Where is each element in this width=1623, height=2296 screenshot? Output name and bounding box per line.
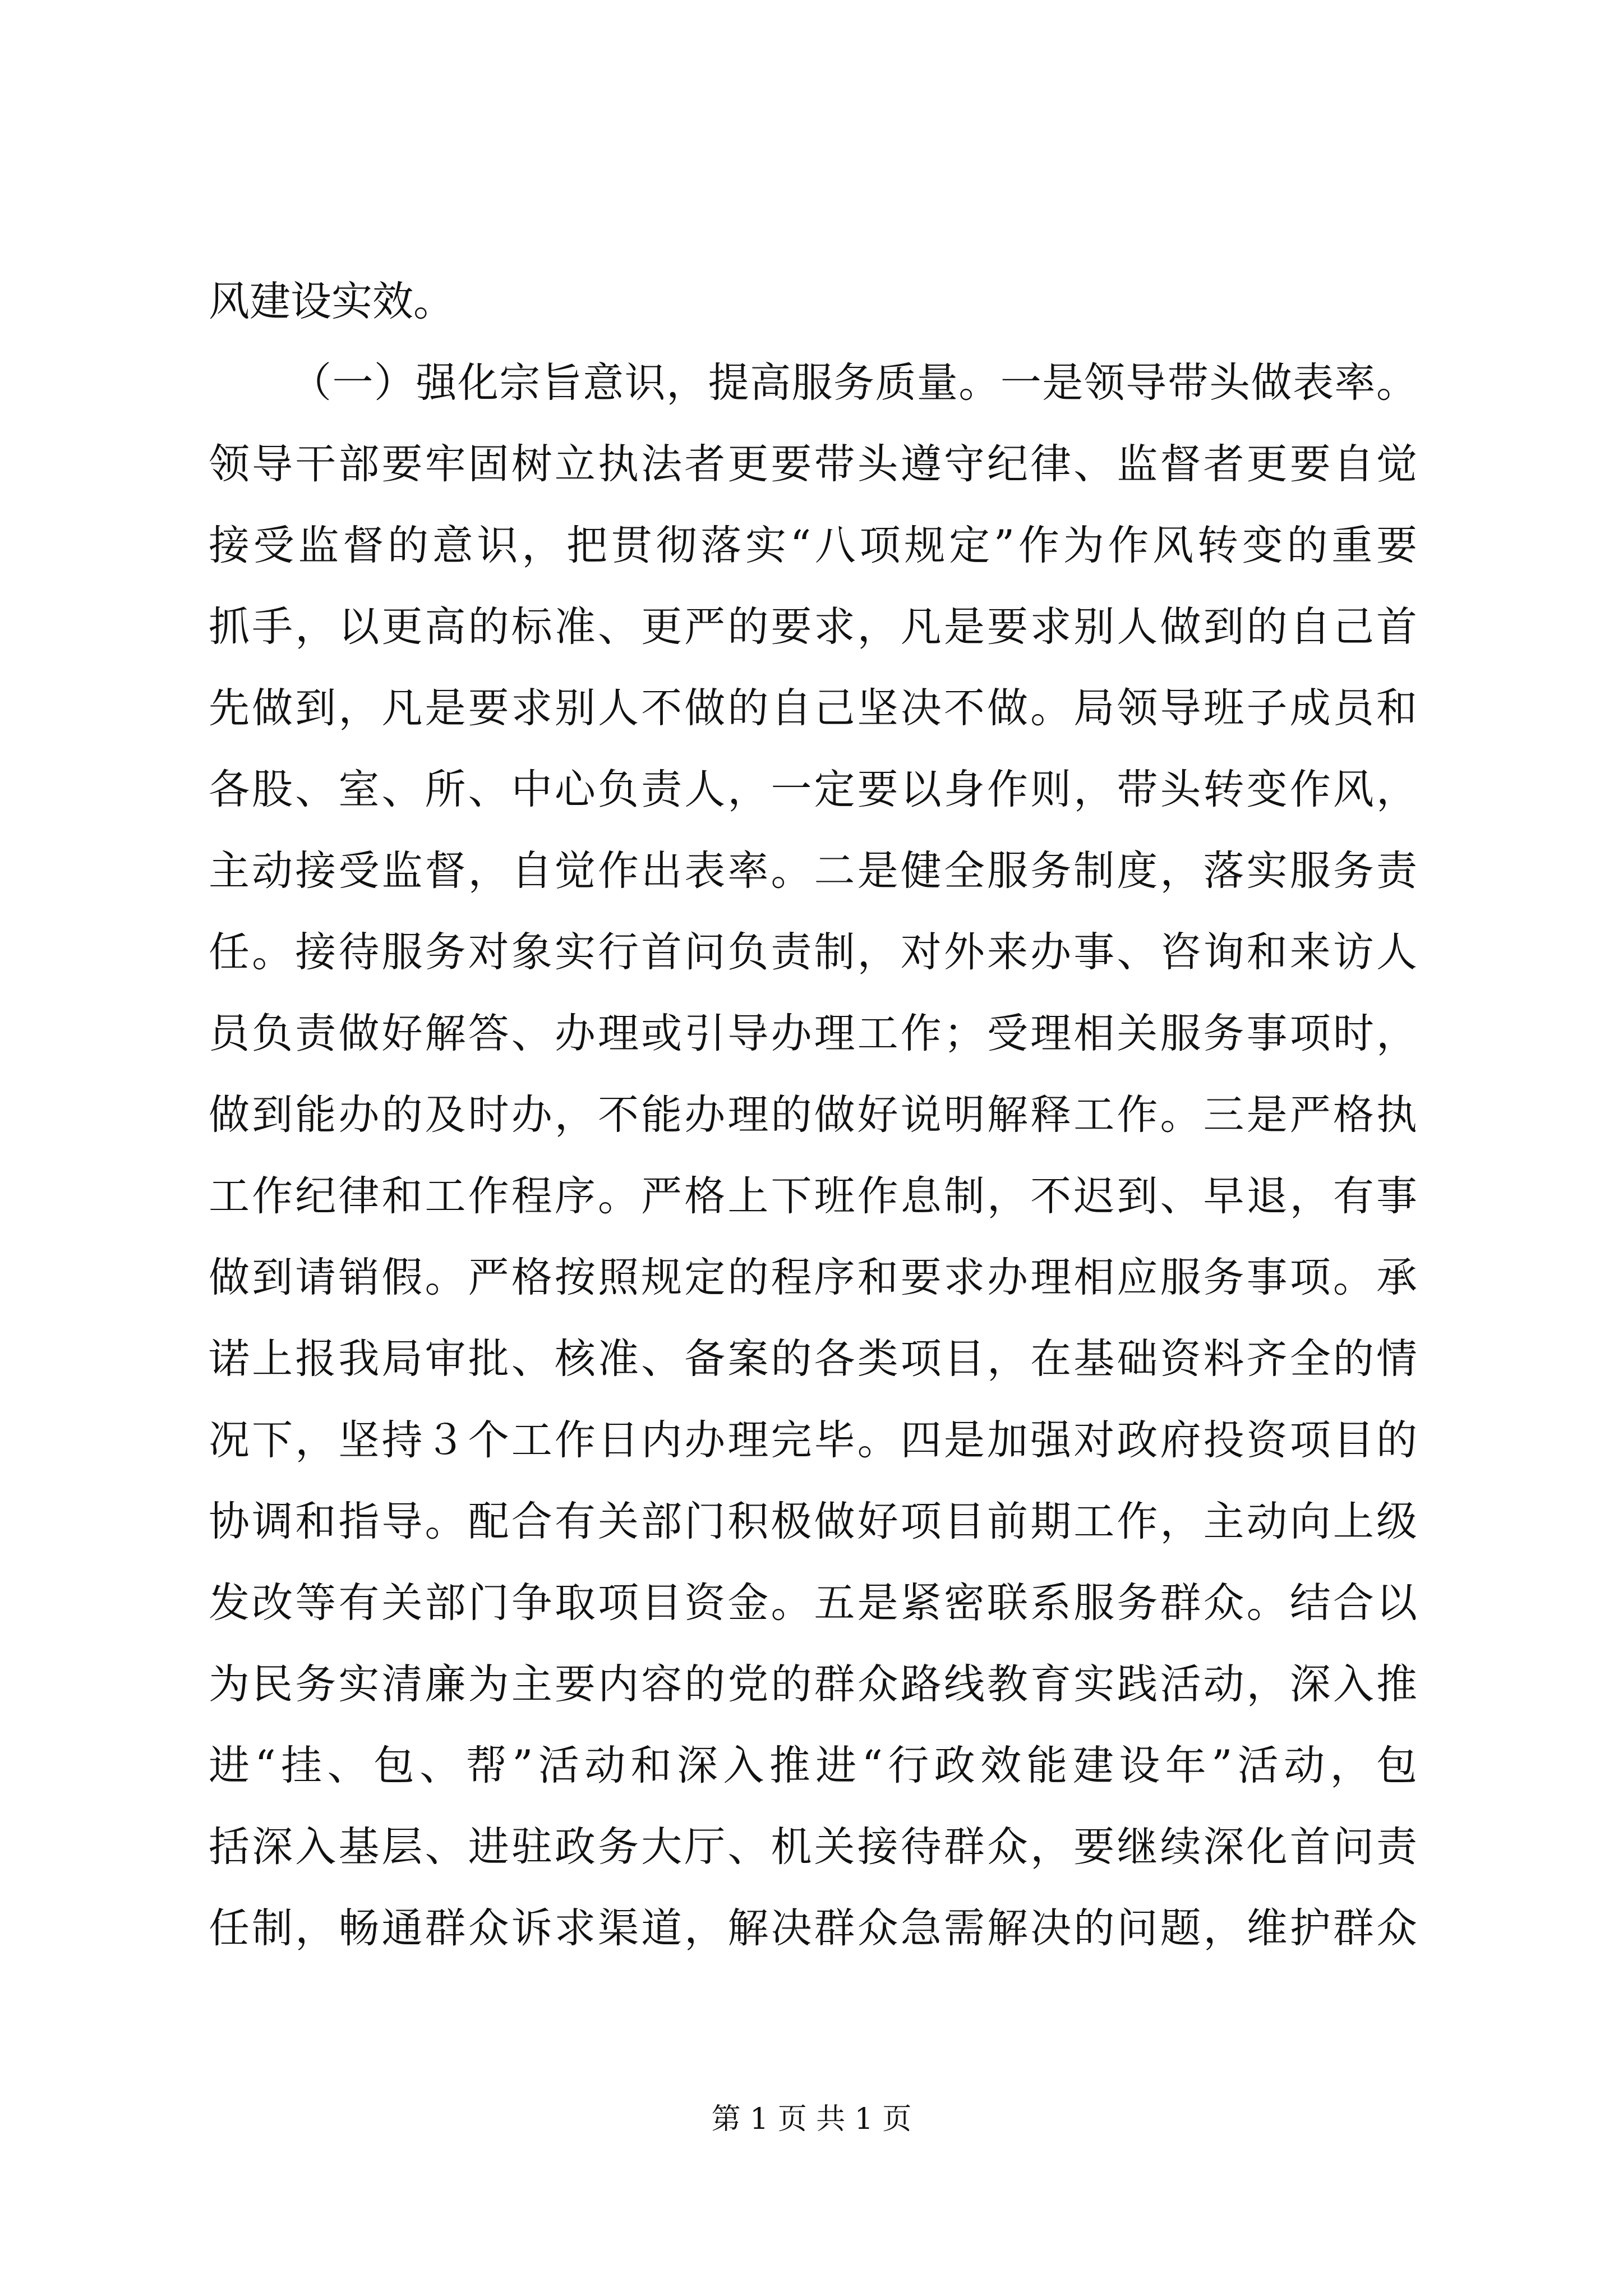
text-line: 员负责做好解答、办理或引导办理工作；受理相关服务事项时， [209, 1010, 1417, 1057]
page-number-footer: 第 1 页 共 1 页 [711, 2102, 912, 2136]
text-line: 工作纪律和工作程序。严格上下班作息制，不迟到、早退，有事 [209, 1172, 1417, 1220]
text-line: 进“挂、包、帮”活动和深入推进“行政效能建设年”活动，包 [209, 1742, 1417, 1789]
text-line: 任。接待服务对象实行首问负责制，对外来办事、咨询和来访人 [209, 928, 1417, 976]
text-line: 为民务实清廉为主要内容的党的群众路线教育实践活动，深入推 [209, 1660, 1417, 1708]
text-line: 诺上报我局审批、核准、备案的各类项目，在基础资料齐全的情 [209, 1335, 1417, 1383]
text-line: 协调和指导。配合有关部门积极做好项目前期工作，主动向上级 [209, 1498, 1417, 1545]
text-line: 风建设实效。 [209, 278, 454, 325]
text-line: 接受监督的意识，把贯彻落实“八项规定”作为作风转变的重要 [209, 522, 1417, 569]
text-line: 先做到，凡是要求别人不做的自己坚决不做。局领导班子成员和 [209, 684, 1417, 732]
body-text [209, 261, 1417, 1969]
text-line: 主动接受监督，自觉作出表率。二是健全服务制度，落实服务责 [209, 847, 1417, 895]
text-line: 做到能办的及时办，不能办理的做好说明解释工作。三是严格执 [209, 1091, 1417, 1139]
text-line: 领导干部要牢固树立执法者更要带头遵守纪律、监督者更要自觉 [209, 440, 1417, 488]
text-line: 任制，畅通群众诉求渠道，解决群众急需解决的问题，维护群众 [209, 1904, 1417, 1952]
text-line: 抓手，以更高的标准、更严的要求，凡是要求别人做到的自己首 [209, 603, 1417, 651]
text-line: 发改等有关部门争取项目资金。五是紧密联系服务群众。结合以 [209, 1579, 1417, 1627]
text-line: 况下，坚持３个工作日内办理完毕。四是加强对政府投资项目的 [209, 1416, 1417, 1464]
text-line: （一）强化宗旨意识，提高服务质量。一是领导带头做表率。 [291, 359, 1417, 407]
text-line: 括深入基层、进驻政务大厅、机关接待群众，要继续深化首问责 [209, 1823, 1417, 1871]
text-line: 各股、室、所、中心负责人，一定要以身作则，带头转变作风， [209, 766, 1417, 813]
text-line: 做到请销假。严格按照规定的程序和要求办理相应服务事项。承 [209, 1254, 1417, 1301]
